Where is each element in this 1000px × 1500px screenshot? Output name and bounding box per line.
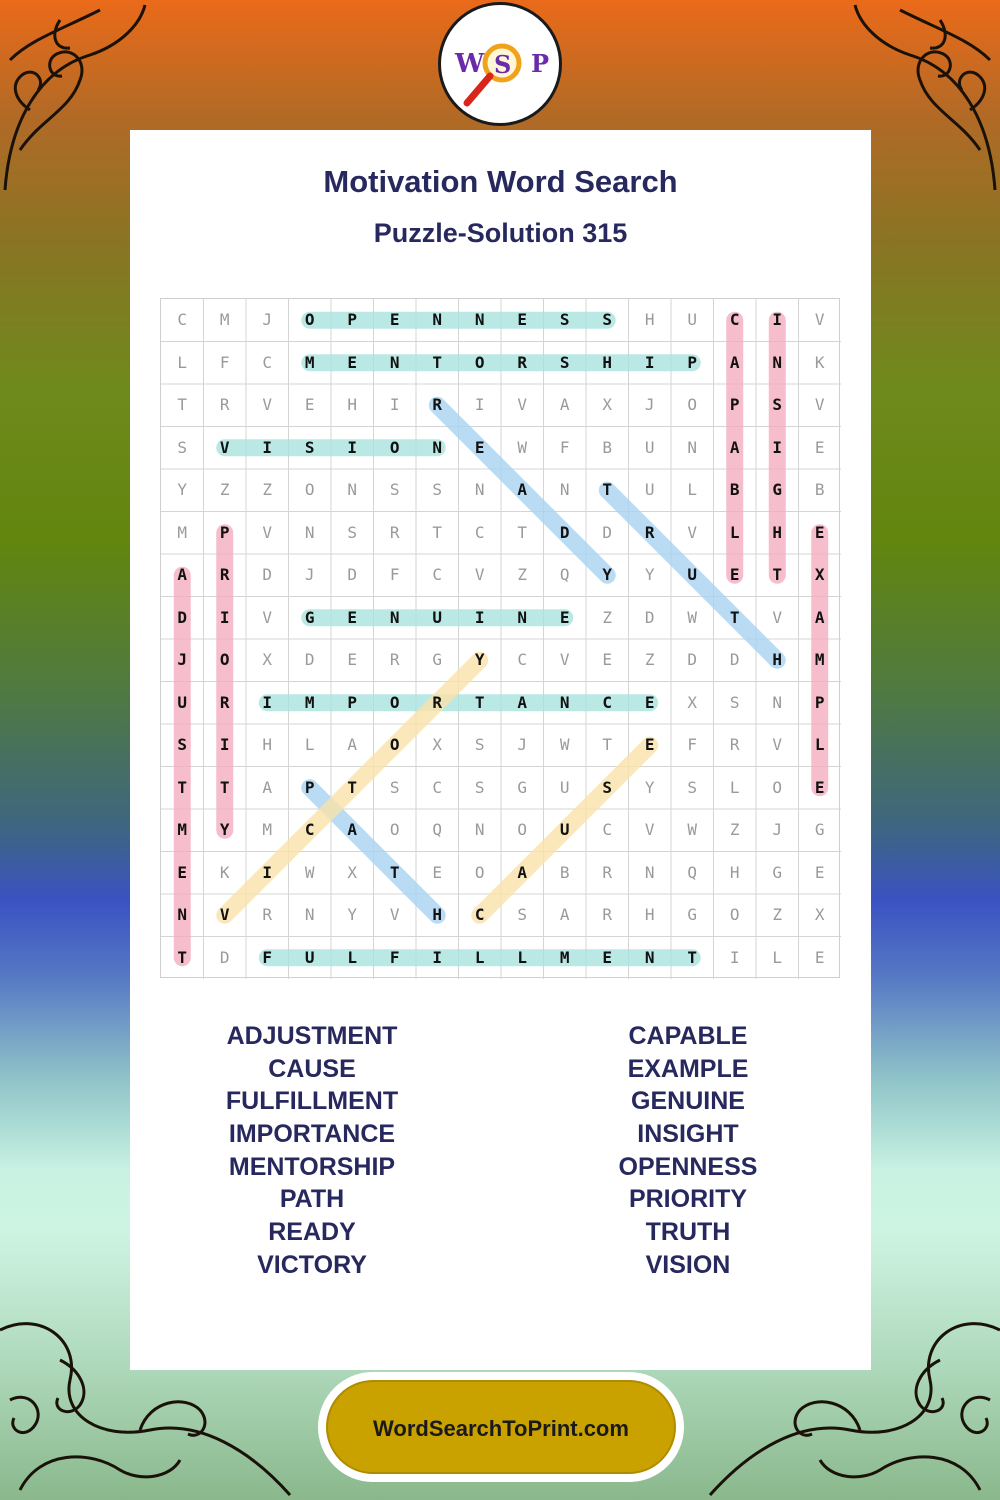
grid-letter[interactable]: U <box>644 437 655 457</box>
grid-letter[interactable]: T <box>432 522 443 542</box>
grid-letter[interactable]: I <box>219 735 230 754</box>
grid-letter[interactable]: A <box>517 862 528 882</box>
grid-letter[interactable]: P <box>304 777 315 797</box>
grid-letter[interactable]: U <box>177 692 188 712</box>
grid-letter[interactable]: R <box>432 395 443 414</box>
grid-letter[interactable]: D <box>304 650 315 669</box>
grid-letter[interactable]: A <box>729 352 740 372</box>
grid-letter[interactable]: N <box>559 692 570 712</box>
grid-letter[interactable]: E <box>389 310 400 329</box>
grid-letter[interactable]: S <box>474 777 485 797</box>
grid-letter[interactable]: S <box>729 692 740 712</box>
grid-letter[interactable]: Y <box>219 820 230 839</box>
grid-letter[interactable]: T <box>517 522 528 542</box>
grid-letter[interactable]: P <box>814 692 825 712</box>
grid-letter[interactable]: S <box>177 735 188 754</box>
footer-site-label: WordSearchToPrint.com <box>373 1416 629 1441</box>
grid-letter[interactable]: O <box>389 437 400 457</box>
grid-letter[interactable]: S <box>177 437 188 457</box>
grid-letter[interactable]: E <box>347 607 358 627</box>
grid-letter[interactable]: G <box>814 820 825 839</box>
grid-letter[interactable]: L <box>177 352 188 372</box>
grid-letter[interactable]: E <box>432 862 443 882</box>
grid-letter[interactable]: V <box>644 820 655 839</box>
grid-letter[interactable]: A <box>559 905 570 924</box>
grid-letter[interactable]: N <box>432 310 443 329</box>
grid-letter[interactable]: O <box>517 820 528 839</box>
grid-letter[interactable]: O <box>687 395 698 414</box>
grid-letter[interactable]: U <box>687 310 698 329</box>
grid-letter[interactable]: C <box>304 820 315 839</box>
grid-letter[interactable]: F <box>262 947 273 967</box>
grid-letter[interactable]: T <box>347 777 358 797</box>
grid-letter[interactable]: O <box>304 480 315 499</box>
grid-letter[interactable]: K <box>219 862 230 882</box>
grid-letter[interactable]: O <box>389 820 400 839</box>
grid-letter[interactable]: S <box>559 352 570 372</box>
grid-letter[interactable]: E <box>347 650 358 669</box>
grid-letter[interactable]: M <box>262 820 273 839</box>
grid-letter[interactable]: D <box>347 565 358 584</box>
grid-letter[interactable]: T <box>432 352 443 372</box>
grid-letter[interactable]: N <box>177 905 188 924</box>
word-list-item: MENTORSHIP <box>228 1152 396 1181</box>
grid-letter[interactable]: N <box>644 947 655 967</box>
grid-letter[interactable]: H <box>772 522 783 542</box>
grid-letter[interactable]: D <box>177 607 188 627</box>
grid-letter[interactable]: W <box>687 607 698 627</box>
word-list-item: ADJUSTMENT <box>226 1022 398 1050</box>
grid-letter[interactable]: O <box>389 735 400 754</box>
grid-letter[interactable]: Y <box>644 777 655 797</box>
grid-letter[interactable]: G <box>304 607 315 627</box>
grid-letter[interactable]: B <box>602 437 613 457</box>
grid-letter[interactable]: U <box>432 607 443 627</box>
word-list-item: OPENNESS <box>618 1152 758 1181</box>
grid-letter[interactable]: S <box>347 522 358 542</box>
grid-letter[interactable]: V <box>262 522 273 542</box>
grid-letter[interactable]: H <box>432 905 443 924</box>
grid-letter[interactable]: L <box>304 735 315 754</box>
grid-letter[interactable]: I <box>729 947 740 967</box>
grid-letter[interactable]: V <box>772 607 783 627</box>
grid-letter[interactable]: R <box>517 352 528 372</box>
grid-letter[interactable]: X <box>687 692 698 712</box>
grid-letter[interactable]: I <box>262 437 273 457</box>
grid-letter[interactable]: N <box>474 480 485 499</box>
grid-letter[interactable]: X <box>602 395 613 414</box>
grid-letter[interactable]: C <box>262 352 273 372</box>
grid-letter[interactable]: I <box>262 692 273 712</box>
grid-letter[interactable]: T <box>602 480 613 499</box>
grid-letter[interactable]: E <box>729 565 740 584</box>
word-list-item: INSIGHT <box>637 1120 739 1149</box>
grid-letter[interactable]: C <box>602 820 613 839</box>
footer-badge-inner <box>326 1380 676 1474</box>
grid-letter[interactable]: V <box>814 395 825 414</box>
grid-letter[interactable]: R <box>432 692 443 712</box>
grid-letter[interactable]: V <box>772 735 783 754</box>
grid-letter[interactable]: I <box>219 607 230 627</box>
grid-letter[interactable]: C <box>602 692 613 712</box>
grid-letter[interactable]: T <box>177 777 188 797</box>
grid-letter[interactable]: E <box>644 692 655 712</box>
grid-letter[interactable]: I <box>474 395 485 414</box>
grid-letter[interactable]: H <box>347 395 358 414</box>
grid-letter[interactable]: A <box>517 692 528 712</box>
grid-letter[interactable]: I <box>644 352 655 372</box>
grid-letter[interactable]: E <box>814 947 825 967</box>
grid-letter[interactable]: N <box>517 607 528 627</box>
word-list-left <box>162 1020 462 1282</box>
corner-ornament-top-right <box>850 0 1000 200</box>
grid-letter[interactable]: F <box>219 352 230 372</box>
word-list-item: PATH <box>279 1185 345 1214</box>
grid-letter[interactable]: U <box>687 565 698 584</box>
grid-letter[interactable]: V <box>262 395 273 414</box>
grid-letter[interactable]: R <box>729 735 740 754</box>
grid-letter[interactable]: A <box>177 565 188 584</box>
grid-letter[interactable]: N <box>347 480 358 499</box>
grid-letter[interactable]: R <box>602 862 613 882</box>
word-list-item: EXAMPLE <box>627 1054 749 1083</box>
grid-letter[interactable]: E <box>304 395 315 414</box>
grid-letter[interactable]: X <box>347 862 358 882</box>
grid-letter[interactable]: A <box>262 777 273 797</box>
grid-letter[interactable]: N <box>772 352 783 372</box>
grid-letter[interactable]: E <box>814 777 825 797</box>
grid-letter[interactable]: O <box>729 905 740 924</box>
grid-letter[interactable]: J <box>772 820 783 839</box>
grid-letter[interactable]: T <box>474 692 485 712</box>
grid-letter[interactable]: N <box>772 692 783 712</box>
grid-letter[interactable]: L <box>729 522 740 542</box>
grid-letter[interactable]: O <box>474 862 485 882</box>
grid-letter[interactable]: Y <box>177 480 188 499</box>
grid-letter[interactable]: T <box>177 947 188 967</box>
grid-letter[interactable]: S <box>602 310 613 329</box>
grid-letter[interactable]: V <box>262 607 273 627</box>
grid-letter[interactable]: N <box>687 437 698 457</box>
grid-letter[interactable]: G <box>432 650 443 669</box>
grid-letter[interactable]: A <box>559 395 570 414</box>
grid-letter[interactable]: Z <box>729 820 740 839</box>
grid-letter[interactable]: D <box>687 650 698 669</box>
grid-letter[interactable]: V <box>219 437 230 457</box>
grid-letter[interactable]: J <box>517 735 528 754</box>
grid-letter[interactable]: Q <box>559 565 570 584</box>
grid-letter[interactable]: S <box>304 437 315 457</box>
logo-letter-w: W <box>455 49 485 79</box>
grid-letter[interactable]: B <box>729 480 740 499</box>
word-list-item: GENUINE <box>631 1087 745 1116</box>
grid-letter[interactable]: R <box>262 905 273 924</box>
grid-letter[interactable]: L <box>814 735 825 754</box>
grid-letter[interactable]: J <box>262 310 273 329</box>
grid-letter[interactable]: S <box>517 905 528 924</box>
grid-letter[interactable]: E <box>474 437 485 457</box>
grid-letter[interactable]: A <box>814 607 825 627</box>
grid-letter[interactable]: E <box>644 735 655 754</box>
grid-letter[interactable]: A <box>347 820 358 839</box>
grid-letter[interactable]: V <box>219 905 230 924</box>
grid-letter[interactable]: N <box>389 352 400 372</box>
grid-letter[interactable]: D <box>262 565 273 584</box>
grid-letter[interactable]: H <box>602 352 613 372</box>
word-list-item: VISION <box>645 1250 731 1279</box>
grid-letter[interactable]: Y <box>644 565 655 584</box>
grid-letter[interactable]: C <box>517 650 528 669</box>
grid-letter[interactable]: D <box>729 650 740 669</box>
grid-letter[interactable]: N <box>389 607 400 627</box>
grid-letter[interactable]: N <box>432 437 443 457</box>
grid-letter[interactable]: W <box>304 862 315 882</box>
grid-letter[interactable]: A <box>347 735 358 754</box>
grid-letter[interactable]: S <box>432 480 443 499</box>
grid-letter[interactable]: W <box>559 735 570 754</box>
grid-letter[interactable]: D <box>644 607 655 627</box>
grid-letter[interactable]: Y <box>602 565 613 584</box>
grid-letter[interactable]: L <box>687 480 698 499</box>
grid-letter[interactable]: M <box>304 692 315 712</box>
grid-letter[interactable]: O <box>304 310 315 329</box>
grid-letter[interactable]: H <box>262 735 273 754</box>
page-title: Motivation Word Search <box>323 164 678 199</box>
grid-letter[interactable]: C <box>432 565 443 584</box>
grid-letter[interactable]: V <box>517 395 528 414</box>
grid-letter[interactable]: H <box>729 862 740 882</box>
grid-letter[interactable]: R <box>389 650 400 669</box>
grid-letter[interactable]: L <box>772 947 783 967</box>
grid-letter[interactable]: E <box>559 607 570 627</box>
grid-letter[interactable]: E <box>602 650 613 669</box>
grid-letter[interactable]: Z <box>517 565 528 584</box>
grid-letter[interactable]: D <box>602 522 613 542</box>
grid-letter[interactable]: D <box>559 522 570 542</box>
grid-letter[interactable]: P <box>347 692 358 712</box>
grid-letter[interactable]: Z <box>644 650 655 669</box>
grid-letter[interactable]: E <box>814 522 825 542</box>
grid-letter[interactable]: E <box>814 862 825 882</box>
grid-letter[interactable]: I <box>389 395 400 414</box>
grid-letter[interactable]: L <box>517 947 528 967</box>
grid-letter[interactable]: D <box>219 947 230 967</box>
grid-letter[interactable]: T <box>602 735 613 754</box>
grid-letter[interactable]: V <box>559 650 570 669</box>
logo-letter-p: P <box>531 49 550 78</box>
grid-letter[interactable]: E <box>517 310 528 329</box>
grid-letter[interactable]: R <box>219 395 230 414</box>
grid-letter[interactable]: T <box>219 777 230 797</box>
grid-letter[interactable]: L <box>347 947 358 967</box>
grid-letter[interactable]: N <box>474 820 485 839</box>
grid-letter[interactable]: S <box>687 777 698 797</box>
word-list-item: READY <box>268 1218 356 1247</box>
grid-letter[interactable]: J <box>644 395 655 414</box>
grid-letter[interactable]: M <box>177 820 188 839</box>
grid-letter[interactable]: O <box>219 650 230 669</box>
grid-letter[interactable]: O <box>474 352 485 372</box>
grid-letter[interactable]: L <box>474 947 485 967</box>
grid-letter[interactable]: F <box>389 565 400 584</box>
grid-letter[interactable]: P <box>347 310 358 329</box>
grid-letter[interactable]: S <box>389 777 400 797</box>
grid-letter[interactable]: M <box>304 352 315 372</box>
grid-letter[interactable]: N <box>304 522 315 542</box>
grid-letter[interactable]: X <box>432 735 443 754</box>
grid-letter[interactable]: C <box>474 522 485 542</box>
grid-letter[interactable]: R <box>219 565 230 584</box>
grid-letter[interactable]: H <box>772 650 783 669</box>
grid-letter[interactable]: Z <box>772 905 783 924</box>
logo-letter-s: S <box>494 50 512 79</box>
grid-letter[interactable]: H <box>644 310 655 329</box>
grid-letter[interactable]: J <box>177 650 188 669</box>
grid-letter[interactable]: C <box>432 777 443 797</box>
word-list-item: CAUSE <box>268 1054 356 1083</box>
grid-letter[interactable]: Z <box>602 607 613 627</box>
grid-letter[interactable]: B <box>814 480 825 499</box>
grid-letter[interactable]: H <box>644 905 655 924</box>
grid-letter[interactable]: X <box>262 650 273 669</box>
word-list-item: PRIORITY <box>628 1185 748 1214</box>
grid-letter[interactable]: G <box>517 777 528 797</box>
grid-letter[interactable]: I <box>432 947 443 967</box>
grid-letter[interactable]: M <box>559 947 570 967</box>
grid-letter[interactable]: M <box>814 650 825 669</box>
grid-letter[interactable]: M <box>219 310 230 329</box>
grid-letter[interactable]: C <box>474 905 485 924</box>
grid-letter[interactable]: P <box>687 352 698 372</box>
grid-letter[interactable]: X <box>814 905 825 924</box>
grid-letter[interactable]: A <box>729 437 740 457</box>
grid-letter[interactable]: C <box>177 310 188 329</box>
grid-letter[interactable]: P <box>729 395 740 414</box>
grid-letter[interactable]: T <box>687 947 698 967</box>
grid-letter[interactable]: E <box>814 437 825 457</box>
grid-letter[interactable]: I <box>772 437 783 457</box>
grid-letter[interactable]: S <box>772 395 783 414</box>
grid-letter[interactable]: E <box>347 352 358 372</box>
grid-letter[interactable]: E <box>177 862 188 882</box>
grid-letter[interactable]: N <box>559 480 570 499</box>
grid-letter[interactable]: P <box>219 522 230 542</box>
grid-letter[interactable]: W <box>687 820 698 839</box>
grid-letter[interactable]: F <box>687 735 698 754</box>
grid-letter[interactable]: F <box>389 947 400 967</box>
grid-letter[interactable]: K <box>814 352 825 372</box>
grid-letter[interactable]: G <box>772 480 783 499</box>
grid-letter[interactable]: T <box>772 565 783 584</box>
grid-letter[interactable]: I <box>347 437 358 457</box>
grid-letter[interactable]: I <box>772 310 783 329</box>
grid-letter[interactable]: T <box>729 607 740 627</box>
puzzle-card <box>130 130 871 1370</box>
corner-ornament-top-left <box>0 0 150 200</box>
grid-letter[interactable]: U <box>644 480 655 499</box>
grid-letter[interactable]: V <box>687 522 698 542</box>
wsp-logo <box>438 2 562 126</box>
grid-letter[interactable]: Z <box>219 480 230 499</box>
grid-letter[interactable]: J <box>304 565 315 584</box>
grid-letter[interactable]: I <box>262 862 273 882</box>
grid-letter[interactable]: B <box>559 862 570 882</box>
grid-letter[interactable]: T <box>389 862 400 882</box>
grid-letter[interactable]: V <box>814 310 825 329</box>
grid-letter[interactable]: U <box>559 777 570 797</box>
word-list-item: TRUTH <box>645 1218 731 1247</box>
grid-letter[interactable]: G <box>687 905 698 924</box>
word-list-item: VICTORY <box>257 1250 367 1279</box>
page-subtitle: Puzzle-Solution 315 <box>373 218 628 248</box>
grid-letter[interactable]: Q <box>687 862 698 882</box>
grid-letter[interactable]: V <box>389 905 400 924</box>
grid-letter[interactable]: O <box>389 692 400 712</box>
grid-letter[interactable]: A <box>517 480 528 499</box>
grid-letter[interactable]: O <box>772 777 783 797</box>
grid-letter[interactable]: U <box>304 947 315 967</box>
grid-letter[interactable]: Z <box>262 480 273 499</box>
grid-letter[interactable]: Q <box>432 820 443 839</box>
grid-letter[interactable]: X <box>814 565 825 584</box>
word-list-right <box>538 1020 838 1282</box>
grid-letter[interactable]: E <box>602 947 613 967</box>
grid-letter[interactable]: R <box>389 522 400 542</box>
grid-letter[interactable]: I <box>474 607 485 627</box>
grid-letter[interactable]: N <box>474 310 485 329</box>
grid-letter[interactable]: N <box>644 862 655 882</box>
grid-letter[interactable]: R <box>219 692 230 712</box>
grid-letter[interactable]: S <box>474 735 485 754</box>
grid-letter[interactable]: G <box>772 862 783 882</box>
grid-letter[interactable]: W <box>517 437 528 457</box>
footer-badge[interactable] <box>318 1372 684 1482</box>
word-list-item: CAPABLE <box>628 1022 748 1050</box>
word-search-grid <box>160 298 840 978</box>
grid-letter[interactable]: S <box>559 310 570 329</box>
grid-letter[interactable]: T <box>177 395 188 414</box>
grid-letter[interactable]: S <box>389 480 400 499</box>
grid-letter[interactable]: U <box>559 820 570 839</box>
grid-letter[interactable]: V <box>474 565 485 584</box>
grid-letter[interactable]: F <box>559 437 570 457</box>
word-list-item: IMPORTANCE <box>228 1120 396 1149</box>
grid-letter[interactable]: R <box>602 905 613 924</box>
grid-letter[interactable]: R <box>644 522 655 542</box>
grid-letter[interactable]: L <box>729 777 740 797</box>
grid-letter[interactable]: S <box>602 777 613 797</box>
grid-letter[interactable]: N <box>304 905 315 924</box>
grid-letter[interactable]: Y <box>347 905 358 924</box>
grid-letter[interactable]: M <box>177 522 188 542</box>
grid-letter[interactable]: C <box>729 310 740 329</box>
word-list-item: FULFILLMENT <box>225 1087 399 1116</box>
grid-letter[interactable]: Y <box>474 650 485 669</box>
